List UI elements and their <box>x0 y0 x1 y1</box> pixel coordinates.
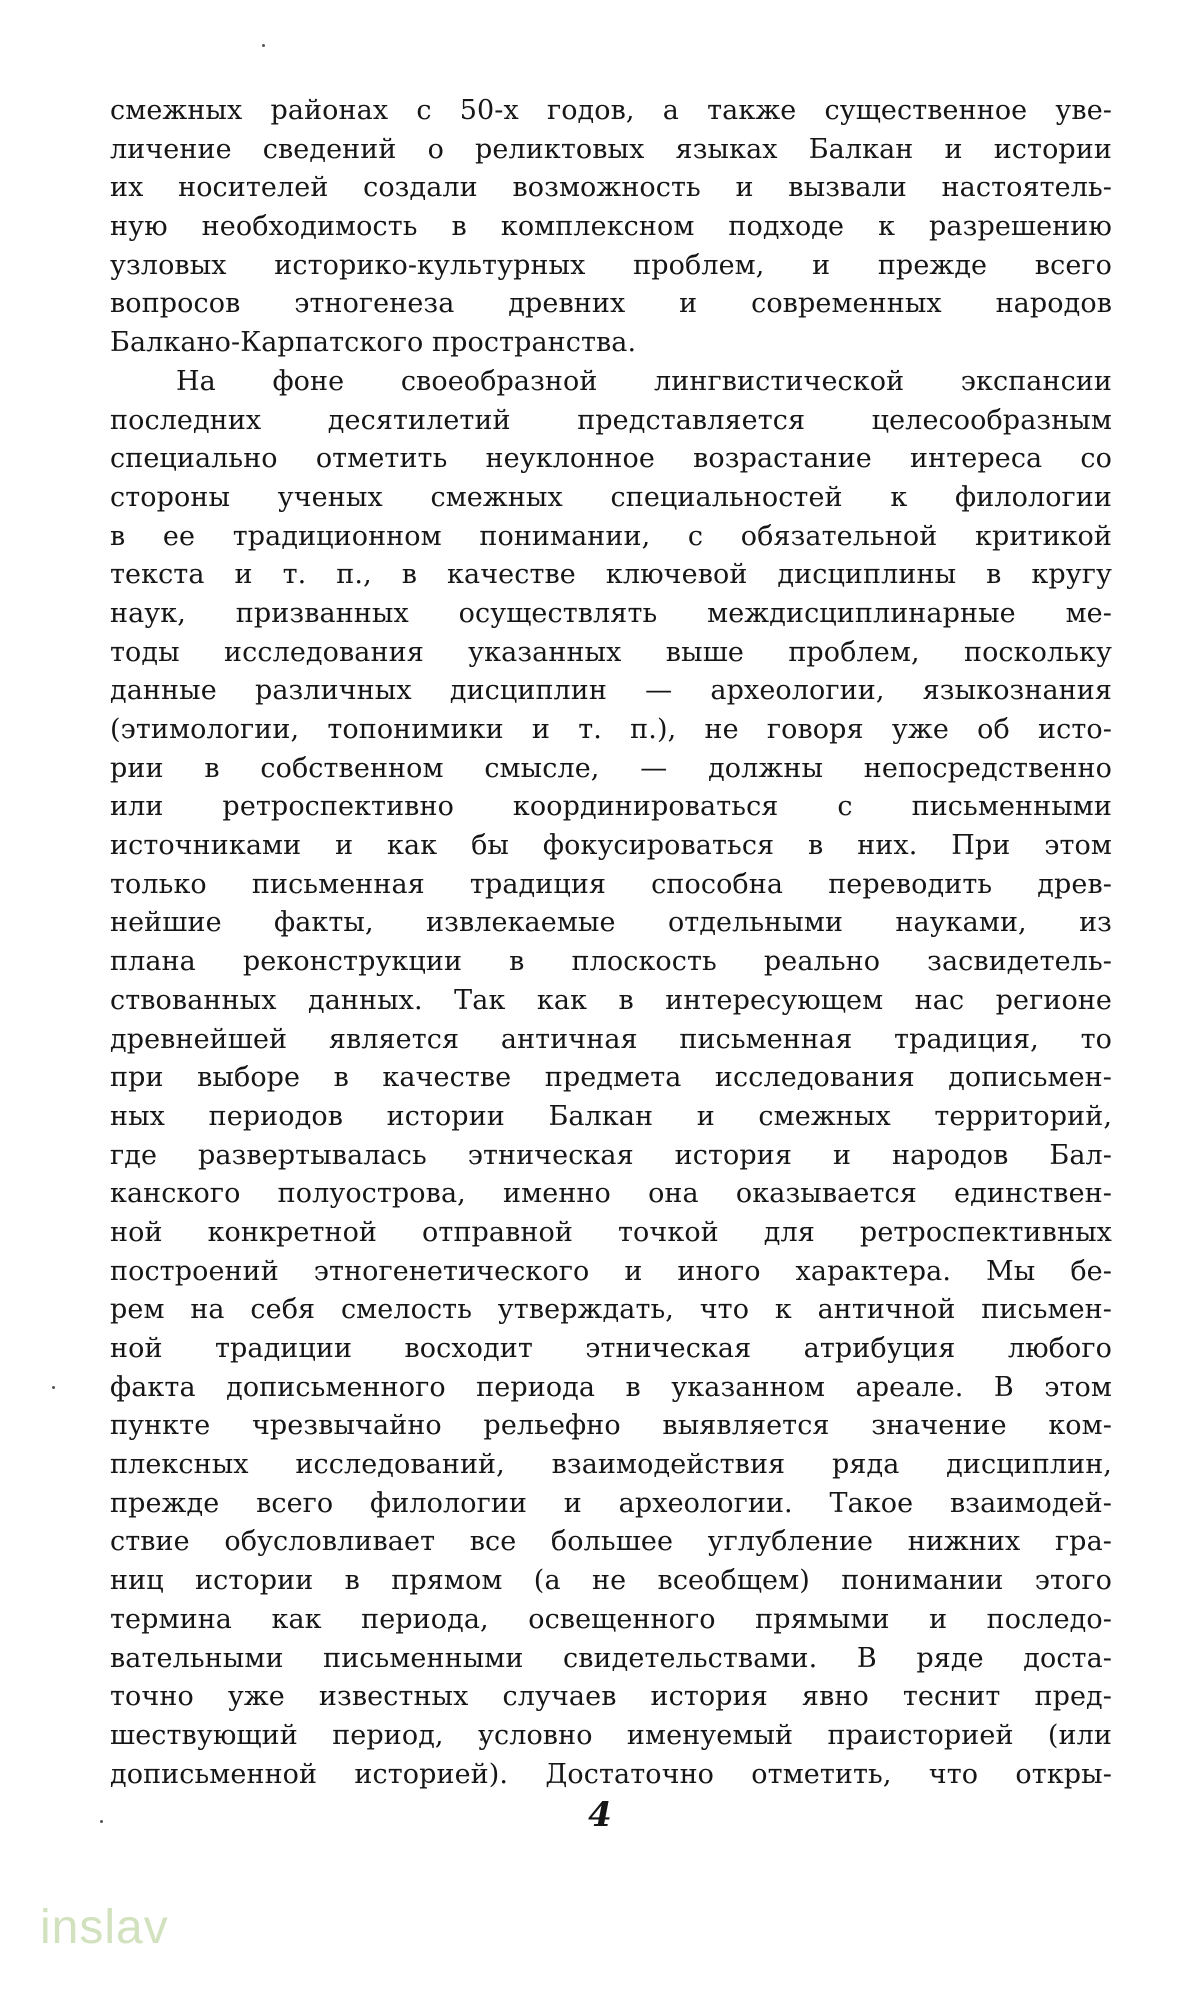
text-line: канского полуострова, именно она оказывается единствен- <box>110 1178 1112 1210</box>
text-line: ную необходимость в комплексном подходе к разрешению <box>110 211 1112 243</box>
watermark-logo: inslav <box>40 1901 169 1954</box>
text-line: личение сведений о реликтовых языках Балкан и истории <box>110 133 1112 165</box>
text-line: ной традиции восходит этническая атрибуция любого <box>110 1333 1112 1364</box>
text-line: источниками и как бы фокусироваться в них. При этом <box>110 830 1112 862</box>
text-line: специально отметить неуклонное возрастание интереса со <box>110 443 1112 475</box>
text-line: ной конкретной отправной точкой для ретроспективных <box>110 1216 1112 1248</box>
text-line: ниц истории в прямом (а не всеобщем) понимании этого <box>110 1565 1112 1597</box>
text-line: стороны ученых смежных специальностей к филологии <box>110 481 1112 513</box>
scan-speck <box>262 44 265 47</box>
text-line: наук, призванных осуществлять междисциплинарные ме- <box>110 597 1112 629</box>
text-line: нейшие факты, извлекаемые отдельными науками, из <box>110 907 1112 939</box>
text-line: плана реконструкции в плоскость реально засвидетель- <box>110 946 1112 978</box>
text-line: прежде всего филологии и археологии. Такое взаимодей- <box>110 1487 1112 1519</box>
paragraph-1 <box>110 92 1112 363</box>
text-line: ных периодов истории Балкан и смежных территорий, <box>110 1100 1112 1132</box>
scan-speck <box>52 1386 55 1389</box>
text-line: Балкано-Карпатского пространства. <box>110 327 637 359</box>
text-line: тоды исследования указанных выше проблем, поскольку <box>110 636 1112 668</box>
text-line: ствие обусловливает все большее углубление нижних гра- <box>110 1526 1112 1558</box>
text-line: в ее традиционном понимании, с обязательной критикой <box>110 520 1112 552</box>
text-line: текста и т. п., в качестве ключевой дисциплины в кругу <box>110 559 1112 591</box>
page-number: 4 <box>588 1795 612 1835</box>
text-line: плексных исследований, взаимодействия ряда дисциплин, <box>110 1449 1112 1481</box>
text-line: древнейшей является античная письменная традиция, то <box>110 1023 1112 1055</box>
text-line: вопросов этногенеза древних и современных народов <box>110 288 1112 320</box>
text-line: На фоне своеобразной лингвистической экспансии <box>176 365 1112 397</box>
text-line: дописьменной историей). Достаточно отметить, что откры- <box>110 1758 1112 1790</box>
text-line: точно уже известных случаев история явно теснит пред- <box>110 1681 1112 1713</box>
text-line: узловых историко-культурных проблем, и прежде всего <box>110 249 1112 281</box>
text-line: рем на себя смелость утверждать, что к античной письмен- <box>110 1294 1112 1326</box>
text-line: ствованных данных. Так как в интересующем нас регионе <box>110 984 1112 1016</box>
text-line: построений этногенетического и иного характера. Мы бе- <box>110 1255 1112 1287</box>
text-line: термина как периода, освещенного прямыми и последо- <box>110 1603 1112 1635</box>
text-line: при выборе в качестве предмета исследования дописьмен- <box>110 1062 1112 1094</box>
text-line: факта дописьменного периода в указанном ареале. В этом <box>110 1371 1112 1403</box>
text-line: смежных районах с 50-х годов, а также существенное уве- <box>110 95 1112 126</box>
text-line: рии в собственном смысле, — должны непосредственно <box>110 752 1112 784</box>
text-line: последних десятилетий представляется целесообразным <box>110 404 1112 436</box>
body-text <box>110 92 1112 1794</box>
text-line: только письменная традиция способна переводить древ- <box>110 868 1112 900</box>
text-line: или ретроспективно координироваться с письменными <box>110 791 1112 823</box>
text-line: вательными письменными свидетельствами. В ряде доста- <box>110 1642 1112 1674</box>
text-line: шествующий период, условно именуемый праисторией (или <box>110 1719 1112 1751</box>
text-line: данные различных дисциплин — археологии, языкознания <box>110 675 1112 707</box>
paragraph-2 <box>110 363 1112 1794</box>
text-line: их носителей создали возможность и вызвали настоятель- <box>110 172 1112 204</box>
text-line: где развертывалась этническая история и народов Бал- <box>110 1139 1112 1171</box>
text-line: пункте чрезвычайно рельефно выявляется значение ком- <box>110 1410 1112 1442</box>
text-line: (этимологии, топонимики и т. п.), не говоря уже об исто- <box>110 714 1112 745</box>
